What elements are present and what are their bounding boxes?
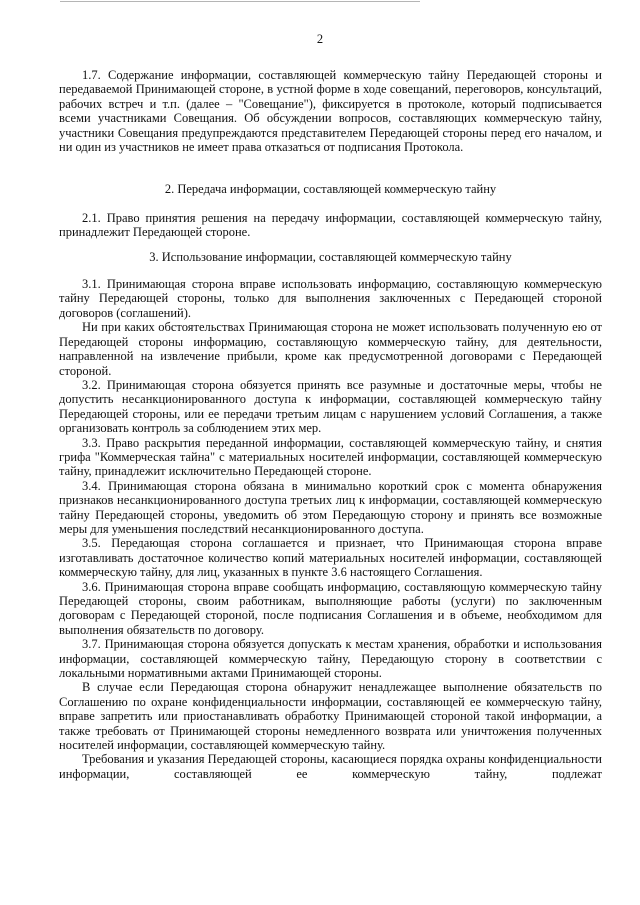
clause-3-6: 3.6. Принимающая сторона вправе сообщать информацию, составляющую коммерческую тайну Передающей стороны, своим работникам, выполняющие работы (услуги) по заключенным договорам с Передающей стороной, после подписания Соглашения и в объеме, необходимом для выполнения обязательств по договору. — [59, 579, 602, 637]
clause-3-1: 3.1. Принимающая сторона вправе использовать информацию, составляющую коммерческую тайну Передающей стороны, только для выполнения заключенных с Передающей стороной договоров (соглашений). — [59, 277, 602, 320]
clause-1-7: 1.7. Содержание информации, составляющей коммерческую тайну Передающей стороны и передаваемой Принимающей стороне, в устной форме в ходе совещаний, переговоров, консультаций, рабочих встреч и т.п. (далее – "Совещание"), фиксируется в протоколе, который подписывается всеми участниками Совещания. Об обсуждении вопросов, составляющих коммерческую тайну, участники Совещания предупреждаются представителем Передающей стороны перед его началом, и ни один из участников не имеет права отказаться от подписания Протокола. — [59, 68, 602, 155]
clause-3-7-paragraph-3: Требования и указания Передающей стороны, касающиеся порядка охраны конфиденциальности информации, составляющей ее коммерческую тайну, подлежат — [59, 752, 602, 781]
clause-3-7: 3.7. Принимающая сторона обязуется допускать к местам хранения, обработки и использования информации, составляющей коммерческую тайну, Передающую сторону в соответствии с локальными нормативными актами Принимающей стороны. — [59, 637, 602, 681]
clause-3-1-paragraph-2: Ни при каких обстоятельствах Принимающая сторона не может использовать полученную ею от Передающей стороны информацию, составляющую коммерческую тайну, для деятельности, направленной на извлечение прибыли, кроме как предусмотренной договорами с Передающей стороной. — [59, 320, 602, 378]
section-3-heading: 3. Использование информации, составляющей коммерческую тайну — [149, 249, 512, 264]
document-body — [59, 68, 602, 781]
clause-3-3: 3.3. Право раскрытия переданной информации, составляющей коммерческую тайну, и снятия грифа "Коммерческая тайна" с материальных носителей информации, составляющей коммерческую тайну, принадлежит исключительно Передающей стороне. — [59, 435, 602, 479]
page-number: 2 — [316, 32, 324, 46]
top-scan-line — [60, 1, 420, 2]
clause-3-4: 3.4. Принимающая сторона обязана в минимально короткий срок с момента обнаружения признаков несанкционированного доступа третьих лиц к информации, составляющей коммерческую тайну Передающей стороны, уведомить об этом Передающую сторону и принять все возможные меры для уменьшения последствий несанкционированного доступа. — [59, 478, 602, 536]
clause-2-1: 2.1. Право принятия решения на передачу информации, составляющей коммерческую тайну, принадлежит Передающей стороне. — [59, 210, 602, 240]
clause-3-7-paragraph-2: В случае если Передающая сторона обнаружит ненадлежащее выполнение обязательств по Соглашению по охране конфиденциальности информации, составляющей ее коммерческую тайну, вправе запретить или приостанавливать обработку Принимающей стороной такой информации, а также требовать от Принимающей стороны немедленного возврата или уничтожения полученных носителей информации, составляющей коммерческую тайну. — [59, 680, 602, 753]
section-2-heading: 2. Передача информации, составляющей коммерческую тайну — [164, 182, 497, 197]
clause-3-5: 3.5. Передающая сторона соглашается и признает, что Принимающая сторона вправе изготавливать достаточное количество копий материальных носителей информации, составляющей коммерческую тайну, для лиц, указанных в пункте 3.6 настоящего Соглашения. — [59, 536, 602, 580]
clause-3-2: 3.2. Принимающая сторона обязуется принять все разумные и достаточные меры, чтобы не допустить несанкционированного доступа к информации, составляющей коммерческую тайну Передающей стороны, или ее передачи третьим лицам с нарушением условий Соглашения, а также организовать контроль за соблюдением этих мер. — [59, 377, 602, 436]
